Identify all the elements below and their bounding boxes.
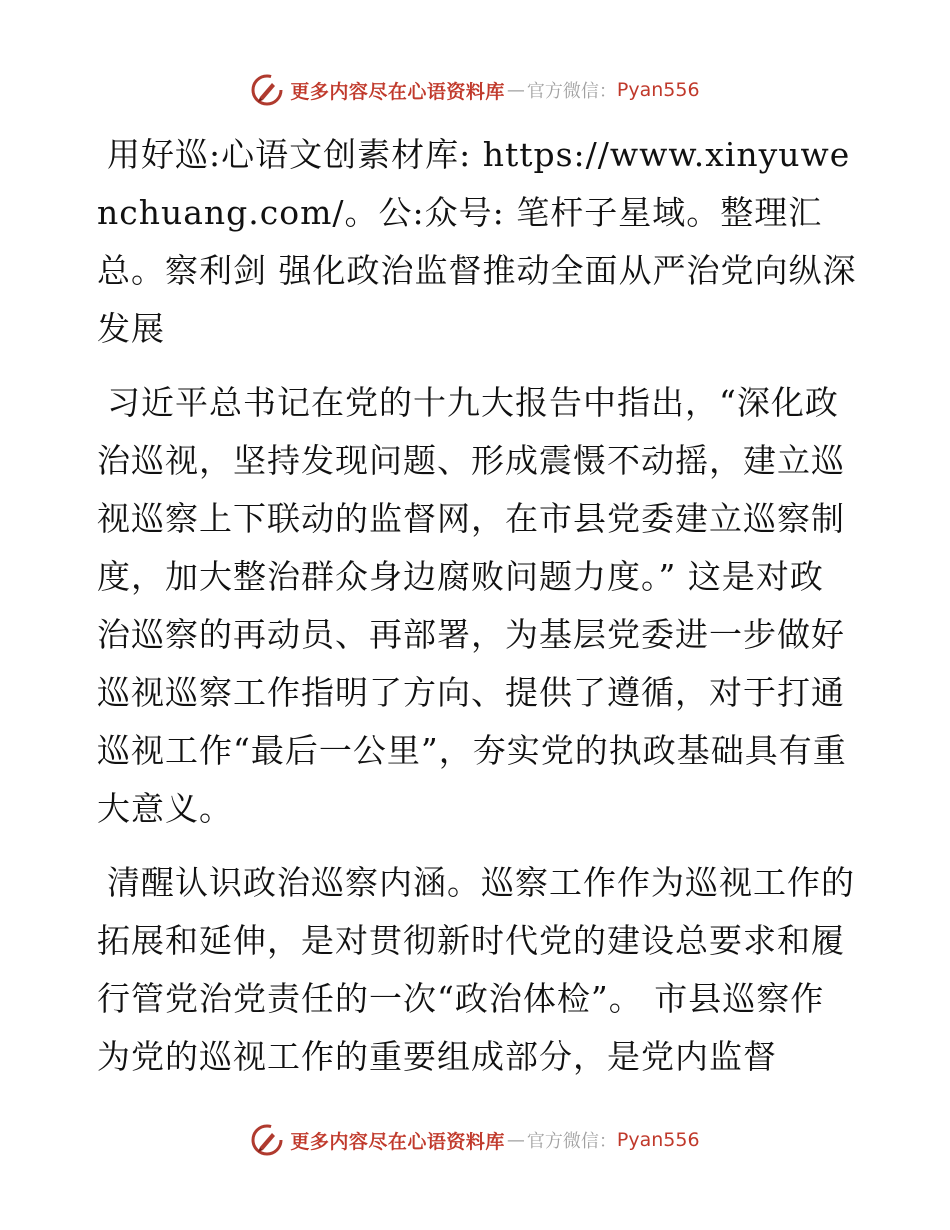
banner-separator: —	[506, 79, 525, 101]
pen-logo-icon	[250, 1123, 284, 1157]
banner-wechat-id: Pyan556	[616, 1129, 700, 1151]
paragraph: 用好巡:心语文创素材库: https://www.xinyuwenchuang.com/。公:众号: 笔杆子星域。整理汇总。察利剑 强化政治监督推动全面从严治党向纵深发展	[97, 135, 857, 348]
banner-main-text: 更多内容尽在心语资料库	[290, 80, 505, 103]
banner-tag-text: 官方微信：	[526, 1131, 617, 1152]
banner-wechat-id: Pyan556	[616, 79, 700, 101]
footer-banner	[0, 1120, 950, 1160]
document-body	[97, 126, 857, 1102]
paragraph: 习近平总书记在党的十九大报告中指出，“深化政治巡视，坚持发现问题、形成震慑不动摇，建立巡视巡察上下联动的监督网，在市县党委建立巡察制度，加大整治群众身边腐败问题力度。” 这是对政治巡察的再动员、再部署，为基层党委进一步做好巡视巡察工作指明了方向、提供了遵循，对于打通巡视工作“最后一公里”，夯实党的执政基础具有重大意义。	[97, 383, 847, 828]
pen-logo-icon	[250, 73, 284, 107]
banner-main-text: 更多内容尽在心语资料库	[290, 1130, 505, 1153]
paragraph: 清醒认识政治巡察内涵。巡察工作作为巡视工作的拓展和延伸，是对贯彻新时代党的建设总要求和履行管党治党责任的一次“政治体检”。 市县巡察作为党的巡视工作的重要组成部分，是党内监督	[97, 863, 855, 1076]
header-banner	[0, 70, 950, 110]
banner-tag-text: 官方微信：	[526, 81, 617, 102]
banner-separator: —	[506, 1129, 525, 1151]
